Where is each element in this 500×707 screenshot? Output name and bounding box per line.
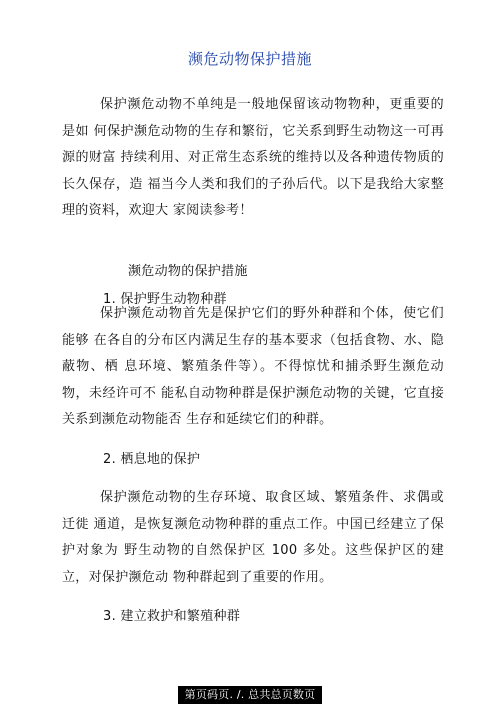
page-footer: 第页码页. /. 总共总页数页 bbox=[178, 686, 322, 704]
intro-paragraph: 保护濒危动物不单纯是一般地保留该动物物种，更重要的是如 何保护濒危动物的生存和繁衍，它关系到野生动物这一可再源的财富 持续利用、对正常生态系统的维持以及各种遗传物质的长久保存，造 福当今人类和我们的子孙后代。以下是我给大家整理的资料，欢迎大 家阅读参考！ bbox=[62, 97, 444, 218]
heading-1: 1. 保护野生动物种群 bbox=[103, 292, 227, 307]
document-title: 濒危动物保护措施 bbox=[187, 50, 312, 68]
heading-3: 3. 建立救护和繁殖种群 bbox=[103, 609, 241, 624]
heading-2: 2. 栖息地的保护 bbox=[103, 452, 201, 467]
paragraph-2: 保护濒危动物的生存环境、取食区域、繁殖条件、求偶或迁徙 通道，是恢复濒危动物种群的重点工作。中国已经建立了保护对象为 野生动物的自然保护区 100 多处。这些保护区的建立，对保护濒危动 物种群起到了重要的作用。 bbox=[62, 490, 444, 585]
section-title: 濒危动物的保护措施 bbox=[128, 264, 248, 279]
paragraph-1: 保护濒危动物首先是保护它们的野外种群和个体，使它们能够 在各自的分布区内满足生存的基本要求（包括食物、水、隐蔽物、栖 息环境、繁殖条件等）。不得惊忧和捕杀野生濒危动物，未经许可不 能私自动物种群是保护濒危动物的关键，它直接关系到濒危动物能否 生存和延续它们的种群。 bbox=[62, 306, 444, 427]
